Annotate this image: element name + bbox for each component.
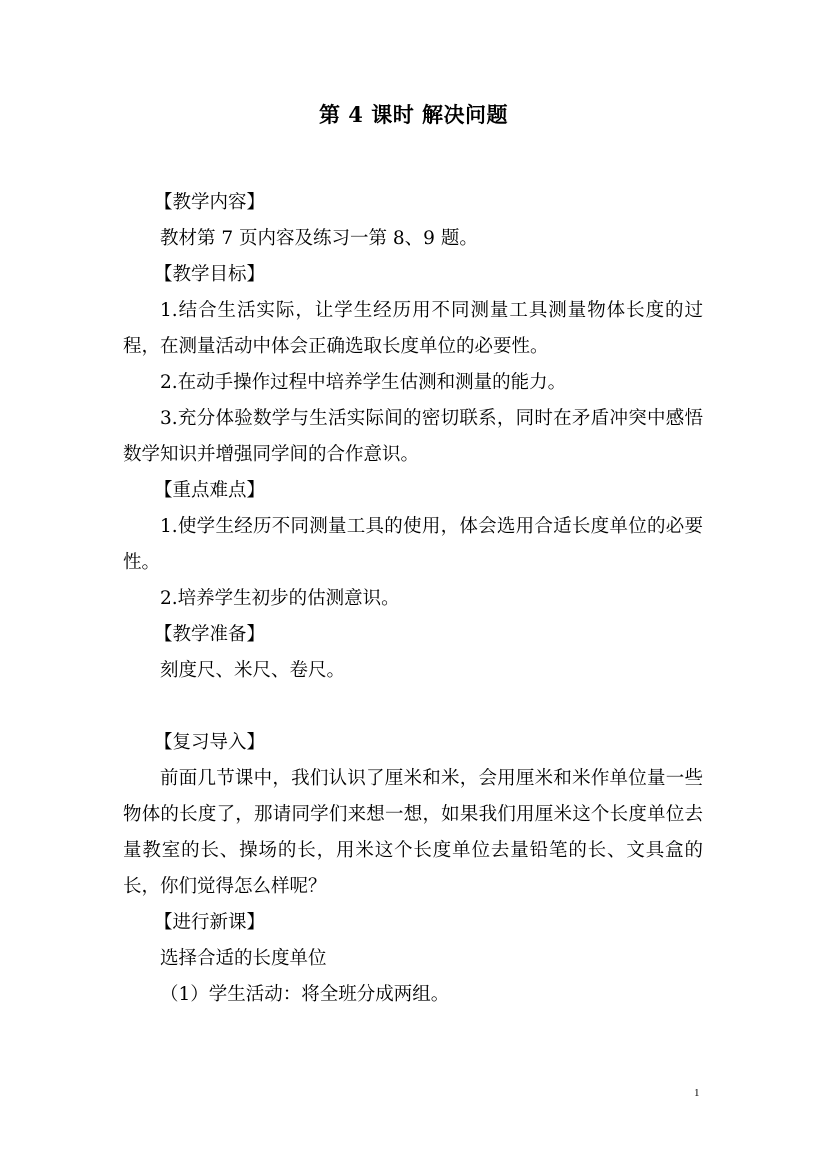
section-heading-key-points: 【重点难点】 (154, 480, 266, 501)
goal-item-3: 3.充分体验数学与生活实际间的密切联系，同时在矛盾冲突中感悟数学知识并增强同学间的合作意识。 (123, 408, 703, 465)
blank-line (123, 689, 703, 725)
key-point-1: 1.使学生经历不同测量工具的使用，体会选用合适长度单位的必要性。 (123, 516, 703, 573)
review-text: 前面几节课中，我们认识了厘米和米，会用厘米和米作单位量一些物体的长度了，那请同学们来想一想，如果我们用厘米这个长度单位去量教室的长、操场的长，用米这个长度单位去量铅笔的长、文具盒的长，你们觉得怎么样呢？ (123, 768, 703, 897)
section-heading-content: 【教学内容】 (154, 192, 266, 213)
section-heading-preparation: 【教学准备】 (154, 624, 266, 645)
key-point-2: 2.培养学生初步的估测意识。 (160, 588, 400, 609)
content-text: 教材第 7 页内容及练习一第 8、9 题。 (160, 228, 478, 249)
new-lesson-text: 选择合适的长度单位 (160, 948, 327, 969)
document-body (123, 185, 703, 1013)
page-title: 第 4 课时 解决问题 (318, 102, 509, 127)
page-number: 1 (694, 1087, 700, 1099)
preparation-text: 刻度尺、米尺、卷尺。 (160, 660, 346, 681)
goal-item-1: 1.结合生活实际，让学生经历用不同测量工具测量物体长度的过程，在测量活动中体会正确选取长度单位的必要性。 (123, 300, 703, 357)
activity-text: （1）学生活动：将全班分成两组。 (160, 984, 450, 1005)
section-heading-new-lesson: 【进行新课】 (154, 912, 266, 933)
goal-item-2: 2.在动手操作过程中培养学生估测和测量的能力。 (160, 372, 567, 393)
section-heading-goals: 【教学目标】 (154, 264, 266, 285)
section-heading-review: 【复习导入】 (154, 732, 266, 753)
